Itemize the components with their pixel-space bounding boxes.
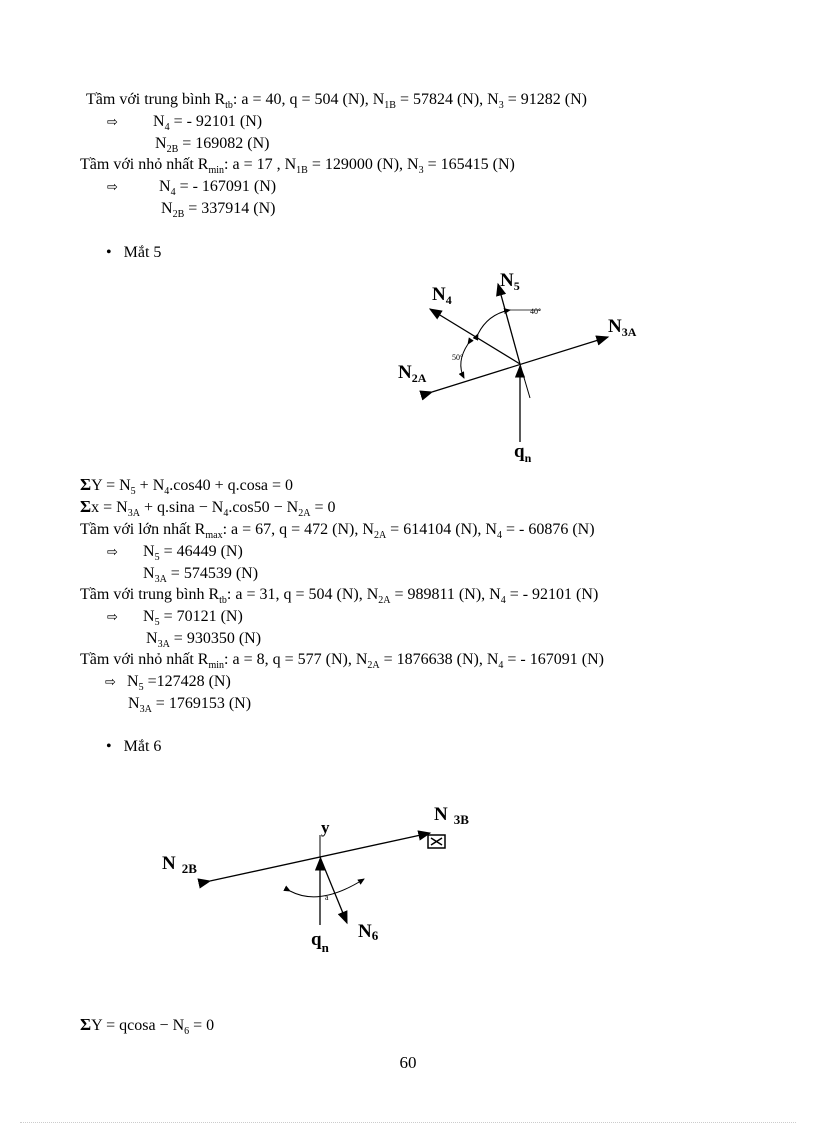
angle-40-label: 40°	[530, 307, 542, 316]
angle-50-label: 50°	[452, 353, 464, 362]
implies-arrow-icon: ⇨	[107, 545, 118, 560]
angle-a-label: a	[325, 893, 329, 902]
implies-arrow-icon: ⇨	[107, 610, 118, 625]
n2b-label: N $_{2B}$	[162, 853, 197, 876]
rtb-n3a-result: $N_{3A} = 930350$ (N)	[146, 630, 262, 651]
page-number: 60	[399, 1053, 417, 1072]
qn-label: $q_n$	[311, 929, 329, 955]
section-title-mat5: • Mắt 5	[106, 244, 162, 261]
rmin-n4-result: ⇨ $N_4$ = - 167091 (N)	[107, 178, 277, 199]
n3b-label: N $_{3B}$	[434, 804, 469, 827]
bullet-icon: •	[106, 244, 112, 261]
eq-sum-y-mat6: $\Sigma Y = qcosa - N_6 = 0$	[80, 1015, 215, 1038]
implies-arrow-icon: ⇨	[107, 180, 118, 195]
rmin-n5-result: ⇨ $N_5 =127428$ (N)	[105, 673, 231, 694]
rmin-line: Tầm với nhỏ nhất $R_{min}$: a = 17 , $N_{1B} = 129000$ (N), $N_3 = 165415$ (N)	[80, 156, 515, 177]
rtb-line-mat5: Tầm với trung bình $R_{tb}$: a = 31, q = 504 (N), $N_{2A} = 989811$ (N), $N_4$ = - 92101 (N)	[80, 586, 599, 607]
n5-extension	[520, 364, 530, 398]
n5-label: $N_5$	[500, 270, 520, 293]
eq-sum-y-mat5: $\Sigma Y = N_5 + N_4.\cos 40 + q.\cos a = 0$	[80, 475, 294, 498]
n2a-label: $N_{2A}$	[398, 362, 427, 385]
rmax-n5-result: ⇨ $N_5 = 46449$ (N)	[107, 543, 243, 564]
rmin-line-mat5: Tầm với nhỏ nhất $R_{min}$: a = 8, q = 577 (N), $N_{2A} = 1876638$ (N), $N_4$ = - 167091 (N)	[80, 651, 604, 672]
n3a-label: $N_{3A}$	[608, 316, 637, 339]
rtb-n2b-result: $N_{2B} = 169082$ (N)	[155, 135, 270, 156]
bullet-icon: •	[106, 738, 112, 755]
n6-label: N6	[358, 921, 379, 943]
section-title-mat6: • Mắt 6	[106, 738, 162, 755]
rmin-n2b-result: $N_{2B} = 337914$ (N)	[161, 200, 276, 221]
rtb-n5-result: ⇨ $N_5 = 70121$ (N)	[107, 608, 243, 629]
implies-arrow-icon: ⇨	[107, 115, 118, 130]
eq-sum-x-mat5: $\Sigma x = N_{3A} + q.\sin a - N_4.\cos 50 - N_{2A} = 0$	[80, 497, 336, 520]
y-label: y	[321, 818, 330, 837]
rmax-line: Tầm với lớn nhất $R_{max}$: a = 67, q = 472 (N), $N_{2A} = 614104$ (N), $N_4$ = - 60876 (N)	[80, 521, 595, 542]
rmin-n3a-result: $N_{3A} = 1769153$ (N)	[128, 695, 252, 716]
rmax-n3a-result: $N_{3A} = 574539$ (N)	[143, 565, 259, 586]
n4-label: $N_4$	[432, 284, 452, 307]
qn-label: $q_n$	[514, 441, 532, 465]
rtb-n4-result: ⇨ $N_4$ = - 92101 (N)	[107, 113, 263, 134]
rtb-line: Tầm với trung bình $R_{tb}$: a = 40, q = 504 (N), $N_{1B} = 57824$ (N), $N_3 = 91282$ (N)	[86, 91, 587, 112]
force-diagram-mat6	[150, 795, 510, 965]
force-diagram-mat5	[380, 262, 680, 477]
implies-arrow-icon: ⇨	[105, 675, 116, 690]
angle-40-arc	[478, 310, 510, 334]
